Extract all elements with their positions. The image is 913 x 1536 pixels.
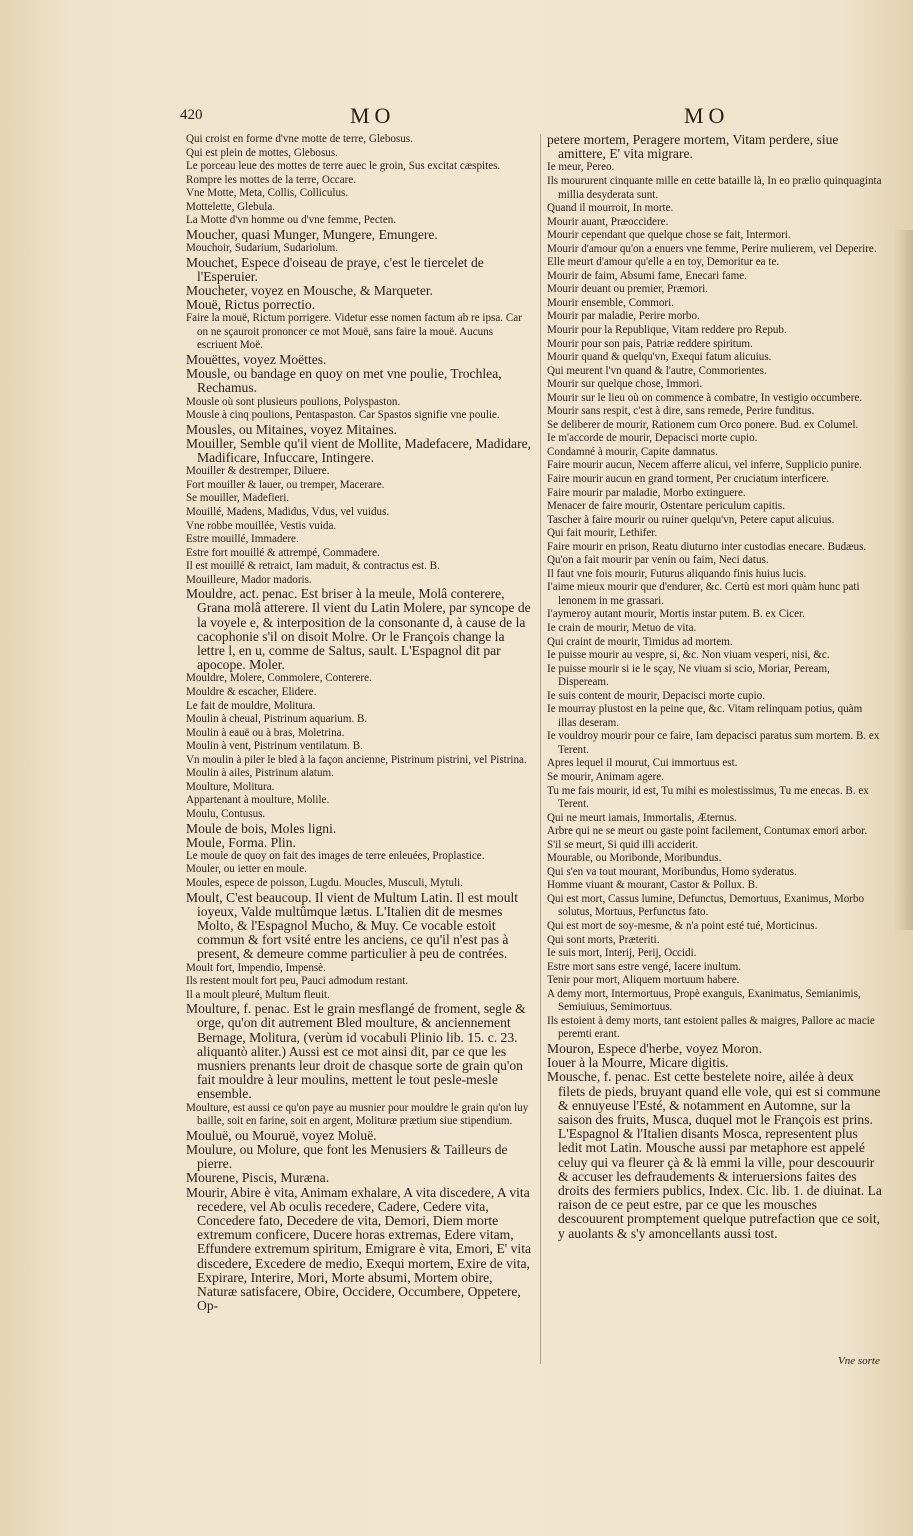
dictionary-entry: Mousle à cinq poulions, Pentaspaston. Car Spastos signifie vne poulie. [186, 409, 500, 422]
page-number: 420 [180, 107, 203, 123]
dictionary-entry: Mouldre, Molere, Commolere, Conterere. [186, 672, 372, 685]
dictionary-entry: Mourir cependant que quelque chose se fait, Intermori. [547, 229, 791, 242]
dictionary-entry: Qui craint de mourir, Timidus ad mortem. [547, 635, 733, 648]
dictionary-entry: Ils restent moult fort peu, Pauci admodum restant. [186, 975, 409, 988]
dictionary-entry: Estre fort mouillé & attrempé, Commadere. [186, 546, 380, 559]
dictionary-entry: Arbre qui ne se meurt ou gaste point facilement, Contumax emori arbor. [547, 825, 868, 838]
dictionary-entry: Mourable, ou Moribonde, Moribundus. [547, 852, 722, 865]
dictionary-entry: Moult fort, Impendio, Impensè. [186, 961, 326, 974]
dictionary-entry: Mouron, Espece d'herbe, voyez Moron. [547, 1040, 762, 1056]
dictionary-entry: Moulture, est aussi ce qu'on paye au musnier pour mouldre le grain qu'on luy baille, soit en farine, soit en argent, Molituræ prætium siue stipendium. [186, 1101, 529, 1128]
dictionary-entry: Mouilleure, Mador madoris. [186, 573, 312, 586]
dictionary-entry: Mourir par maladie, Perire morbo. [547, 310, 700, 323]
dictionary-entry: Faire mourir en prison, Reatu diuturno inter custodias enecare. Budæus. [547, 540, 867, 553]
dictionary-entry: Mourir sur le lieu où on commence à combatre, In vestigio occumbere. [547, 391, 863, 404]
dictionary-entry: Mousche, f. penac. Est cette bestelete noire, ailée à deux filets de pieds, bruyant quand elle vole, qui est si commune & ennuyeuse l'Esté, & notamment en Automne, sur la saison des fruits, Musca, duquel mot le François est prins. L'Espagnol & l'Italien disants Mosca, representent plus ledit mot Latin. Mousche aussi par metaphore est appelé celuy qui va fleurer çà & là emmi la ville, pour descouurir & accuser les defraudements & interuersions faites des droits des fermiers publics, Index. Cic. lib. 1. de diuinat. La raison de ce peut estre, par ce que les mousches descouurent promptement quelque putrefaction que ce soit, y auolants & s'y amoncellants aussi tost. [547, 1069, 882, 1241]
dictionary-entry: Moulin à eauë ou à bras, Moletrina. [186, 726, 345, 739]
dictionary-entry: Ils moururent cinquante mille en cette bataille là, In eo prælio quinquaginta millia desyderata sunt. [547, 174, 882, 201]
dictionary-entry: Mourene, Piscis, Muræna. [186, 1170, 330, 1186]
dictionary-entry: Mousle, ou bandage en quoy on met vne poulie, Trochlea, Rechamus. [186, 366, 502, 396]
dictionary-entry: Mourir quand & quelqu'vn, Exequi fatum alicuius. [547, 351, 772, 364]
dictionary-entry: Mottelette, Glebula. [186, 200, 276, 213]
dictionary-entry: Moule, Forma. Plin. [186, 834, 296, 850]
column-rule [540, 134, 541, 1364]
dictionary-entry: Quand il mourroit, In morte. [547, 202, 674, 215]
dictionary-entry: Se mouiller, Madefieri. [186, 492, 290, 505]
dictionary-entry: Ils estoient à demy morts, tant estoient palles & maigres, Pallore ac macie peremti erant. [547, 1014, 875, 1041]
page-edge-shadow [895, 230, 913, 930]
dictionary-entry: Le porceau leue des mottes de terre auec le groin, Sus excitat cæspites. [186, 160, 501, 173]
dictionary-entry: Moulture, f. penac. Est le grain mesflangé de froment, segle & orge, qu'on dit autrement Bled moulture, & anciennement Bernage, Molitura, (verùm id vocabuli Plinio lib. 15. c. 23. aliquantò aliter.) Aussi est ce mot ainsi dit, par ce que les musniers prenants leur droit de chasque sorte de grain qu'on fait mouldre à leur moulins, mettent le tout pesle-mesle ensemble. [186, 1001, 526, 1102]
dictionary-entry: Ie puisse mourir si ie le sçay, Ne viuam si scio, Moriar, Peream, Dispeream. [547, 662, 830, 689]
dictionary-entry: Moule de bois, Moles ligni. [186, 820, 337, 836]
dictionary-entry: Ie suis mort, Interij, Perij, Occidi. [547, 947, 697, 960]
dictionary-entry: S'il se meurt, Si quid illi acciderit. [547, 838, 699, 851]
dictionary-entry: Qui croist en forme d'vne motte de terre, Glebosus. [186, 133, 413, 145]
dictionary-entry: Faire la mouë, Rictum porrigere. Videtur esse nomen factum ab re ipsa. Car on ne sçauroit prononcer ce mot Mouë, sans faire la mouë. Aucuns escriuent Moë. [186, 312, 522, 352]
dictionary-entry: Mouchoir, Sudarium, Sudariolum. [186, 242, 339, 255]
dictionary-entry: Qui fait mourir, Lethifer. [547, 527, 658, 540]
dictionary-entry: Le fait de mouldre, Molitura. [186, 699, 316, 712]
dictionary-entry: Moucher, quasi Munger, Mungere, Emungere. [186, 226, 438, 242]
dictionary-entry: petere mortem, Peragere mortem, Vitam perdere, siue amittere, E' vita migrare. [547, 132, 839, 162]
catchword: Vne sorte [838, 1355, 880, 1367]
dictionary-entry: Tu me fais mourir, id est, Tu mihi es molestissimus, Tu me enecas. B. ex Terent. [547, 784, 869, 811]
dictionary-entry: Moulin à cheual, Pistrinum aquarium. B. [186, 713, 368, 726]
dictionary-entry: Mouillé, Madens, Madidus, Vdus, vel vuidus. [186, 505, 390, 518]
dictionary-entry: Le moule de quoy on fait des images de terre enleuées, Proplastice. [186, 849, 485, 862]
dictionary-entry: Qui ne meurt iamais, Immortalis, Æternus. [547, 811, 737, 824]
dictionary-entry: Vne robbe mouillée, Vestis vuida. [186, 519, 337, 532]
dictionary-entry: La Motte d'vn homme ou d'vne femme, Pecten. [186, 214, 397, 227]
dictionary-entry: A demy mort, Intermortuus, Propè exanguis, Exanimatus, Semianimis, Semiuiuus, Semimortuus. [547, 987, 861, 1014]
dictionary-entry: Ie puisse mourir au vespre, si, &c. Non viuam vesperi, nisi, &c. [547, 649, 830, 662]
running-head-left: MO [350, 103, 396, 128]
dictionary-entry: Faire mourir par maladie, Morbo extinguere. [547, 486, 746, 499]
dictionary-entry: Faire mourir aucun, Necem afferre alicui, vel inferre, Supplicio punire. [547, 459, 862, 472]
dictionary-entry: Mouluë, ou Mouruë, voyez Moluë. [186, 1127, 377, 1143]
dictionary-entry: Mouiller, Semble qu'il vient de Mollite, Madefacere, Madidare, Madificare, Infuccare, Intingere. [186, 435, 532, 466]
dictionary-entry: I'aymeroy autant mourir, Mortis instar putem. B. ex Cicer. [547, 608, 805, 621]
dictionary-entry: Qui meurent l'vn quand & l'autre, Commorientes. [547, 364, 767, 377]
dictionary-entry: Mousle où sont plusieurs poulions, Polyspaston. [186, 395, 401, 408]
dictionary-entry: Vn moulin à piler le bled à la façon ancienne, Pistrinum pistrini, vel Pistrina. [186, 753, 527, 766]
dictionary-entry: Mourir, Abire è vita, Animam exhalare, A vita discedere, A vita recedere, vel Ab oculis recedere, Cadere, Cedere vita, Concedere fato, Decedere de vita, Demori, Diem morte extremum conficere, Ducere horas extremas, Edere vitam, Effundere extremum spiritum, Emigrare è vita, Emori, E' vita discedere, Excedere de medio, Exequi mortem, Exire de vita, Expirare, Interire, Mori, Morte absumi, Mortem obire, Naturæ satisfacere, Obire, Occidere, Occumbere, Oppetere, Op- [186, 1184, 532, 1314]
dictionary-entry: Tascher à faire mourir ou ruiner quelqu'vn, Petere caput alicuius. [547, 513, 835, 526]
dictionary-entry: Elle meurt d'amour qu'elle a en toy, Demoritur ea te. [547, 256, 780, 269]
dictionary-entry: Qui sont morts, Præteriti. [547, 933, 660, 946]
dictionary-entry: Rompre les mottes de la terre, Occare. [186, 173, 357, 186]
dictionary-entry: Mourir pour la Republique, Vitam reddere pro Repub. [547, 323, 787, 336]
dictionary-entry: Qui s'en va tout mourant, Moribundus, Homo syderatus. [547, 865, 797, 878]
dictionary-entry: Tenir pour mort, Aliquem mortuum habere. [547, 974, 740, 987]
dictionary-entry: Moulure, ou Molure, que font les Menusiers & Tailleurs de pierre. [186, 1141, 508, 1172]
dictionary-entry: Mouë, Rictus porrectio. [186, 297, 316, 313]
dictionary-entry: Se deliberer de mourir, Rationem cum Orco ponere. Bud. ex Columel. [547, 418, 859, 431]
dictionary-entry: Moult, C'est beaucoup. Il vient de Multum Latin. Il est moult ioyeux, Valde multûmque lætus. L'Italien dit de mesmes Molto, & l'Espagnol Mucho, & Muy. Ce vocable estoit commun & fort vsité entre les anciens, ce qu'il n'est pas à present, & demeure comme particulier à peu de contrées. [186, 889, 519, 962]
dictionary-entry: Estre mort sans estre vengé, Iacere inultum. [547, 960, 742, 973]
dictionary-entry: Moulin à vent, Pistrinum ventilatum. B. [186, 740, 363, 753]
dictionary-entry: Mouiller & destremper, Diluere. [186, 465, 330, 478]
dictionary-entry: Fort mouiller & lauer, ou tremper, Macerare. [186, 478, 385, 491]
dictionary-entry: Il a moult pleuré, Multum fleuit. [186, 988, 330, 1001]
dictionary-entry: Moulture, Molitura. [186, 780, 275, 793]
dictionary-entry: Qui est mort, Cassus lumine, Defunctus, Demortuus, Exanimus, Morbo solutus, Mortuus, Perfunctus fato. [547, 892, 865, 919]
dictionary-entry: Ie vouldroy mourir pour ce faire, Iam depacisci paratus sum mortem. B. ex Terent. [547, 730, 880, 756]
dictionary-entry: Ie suis content de mourir, Depacisci morte cupio. [547, 689, 765, 702]
dictionary-entry: Qui est plein de mottes, Glebosus. [186, 146, 338, 159]
dictionary-entry: Qu'on a fait mourir par venin ou faim, Neci datus. [547, 554, 769, 567]
dictionary-entry: Mourir d'amour qu'on a enuers vne femme, Perire mulierem, vel Deperire. [547, 242, 877, 255]
dictionary-entry: Ie mourray plustost en la peine que, &c. Vitam relinquam potius, quàm illas deseram. [547, 703, 863, 729]
dictionary-entry: Mourir auant, Præoccidere. [547, 215, 669, 228]
dictionary-entry: Mouëttes, voyez Moëttes. [186, 352, 327, 368]
dictionary-entry: Qui est mort de soy-mesme, & n'a point esté tué, Morticinus. [547, 920, 818, 933]
dictionary-entry: Mourir deuant ou premier, Præmori. [547, 283, 708, 296]
dictionary-entry: Moulu, Contusus. [186, 807, 266, 820]
dictionary-entry: Mourir sur quelque chose, Immori. [547, 378, 703, 391]
right-column [547, 133, 883, 1241]
dictionary-entry: Ie meur, Pereo. [547, 161, 615, 174]
dictionary-entry: Iouer à la Mourre, Micare digitis. [547, 1055, 729, 1071]
dictionary-entry: Il faut vne fois mourir, Futurus aliquando finis huius lucis. [547, 567, 807, 580]
running-head-right: MO [684, 103, 730, 128]
dictionary-entry: Moucheter, voyez en Mousche, & Marqueter. [186, 282, 434, 298]
dictionary-entry: I'aime mieux mourir que d'endurer, &c. Certù est mori quàm hunc pati lenonem in me grassari. [547, 581, 860, 607]
dictionary-entry: Mourir de faim, Absumi fame, Enecari fame. [547, 269, 747, 282]
dictionary-entry: Apres lequel il mourut, Cui immortuus est. [547, 757, 738, 770]
dictionary-entry: Faire mourir aucun en grand torment, Per cruciatum interficere. [547, 472, 830, 485]
dictionary-entry: Mouler, ou ietter en moule. [186, 863, 307, 876]
dictionary-entry: Mouchet, Espece d'oiseau de praye, c'est le tiercelet de l'Esperuier. [186, 254, 484, 284]
dictionary-entry: Mourir sans respit, c'est à dire, sans remede, Perire funditus. [547, 405, 815, 418]
dictionary-entry: Menacer de faire mourir, Ostentare periculum capitis. [547, 500, 785, 513]
dictionary-entry: Mourir pour son pais, Patriæ reddere spiritum. [547, 337, 753, 350]
dictionary-entry: Moules, espece de poisson, Lugdu. Moucles, Musculi, Mytuli. [186, 877, 464, 889]
dictionary-entry: Homme viuant & mourant, Castor & Pollux. B. [547, 879, 758, 892]
dictionary-entry: Vne Motte, Meta, Collis, Colliculus. [186, 187, 349, 200]
dictionary-entry: Mousles, ou Mitaines, voyez Mitaines. [186, 421, 398, 437]
dictionary-entry: Mourir ensemble, Commori. [547, 296, 674, 309]
dictionary-entry: Ie m'accorde de mourir, Depacisci morte cupio. [547, 432, 758, 445]
dictionary-entry: Se mourir, Animam agere. [547, 771, 664, 784]
dictionary-entry: Ie crain de mourir, Metuo de vita. [547, 622, 697, 634]
dictionary-entry: Mouldre, act. penac. Est briser à la meule, Molâ conterere, Grana molâ atterere. Il vient du Latin Molere, par syncope de la voyele e, & interposition de la consonante d, à cause de la cacophonie s'il on disoit Molre. Or le François change la lettre l, en u, comme de Saltus, sault. L'Espagnol dit par apocope. Moler. [186, 586, 531, 673]
left-column [186, 133, 534, 1313]
dictionary-entry: Moulin à ailes, Pistrinum alatum. [186, 767, 334, 780]
dictionary-entry: Mouldre & escacher, Elidere. [186, 686, 317, 699]
dictionary-entry: Il est mouillé & retraict, Iam maduit, & contractus est. B. [186, 560, 440, 573]
dictionary-entry: Appartenant à moulture, Molile. [186, 794, 330, 807]
dictionary-entry: Estre mouillé, Immadere. [186, 533, 299, 546]
dictionary-entry: Condamné à mourir, Capite damnatus. [547, 445, 718, 458]
